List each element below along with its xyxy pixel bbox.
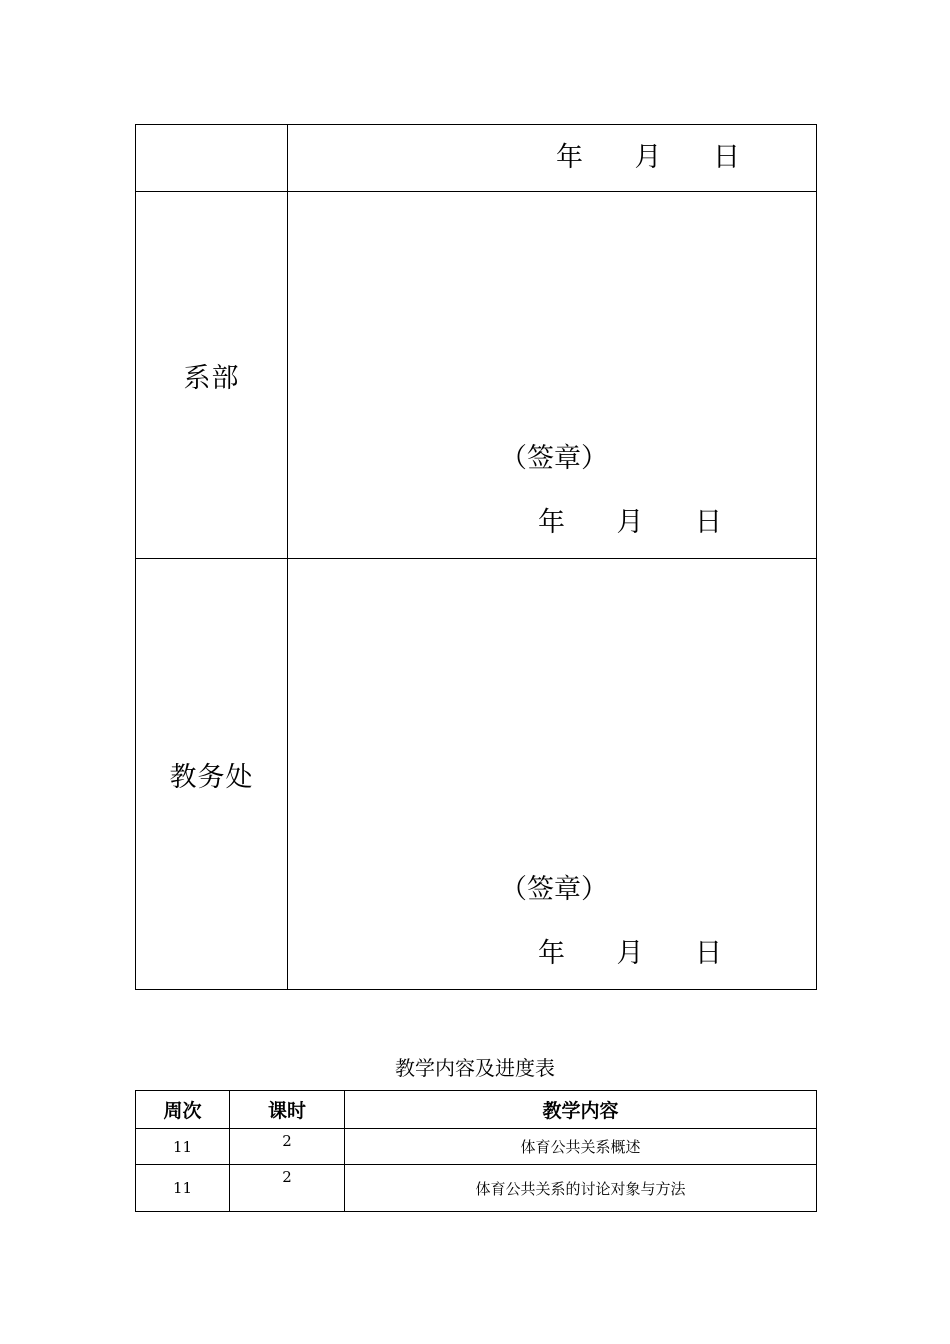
academic-affairs-label: 教务处 bbox=[136, 559, 288, 990]
department-body bbox=[288, 192, 817, 559]
header-hours: 课时 bbox=[230, 1091, 345, 1129]
table-row bbox=[136, 1165, 817, 1212]
approval-table bbox=[135, 124, 817, 990]
schedule-table bbox=[135, 1090, 817, 1212]
department-seal: （签章） bbox=[500, 443, 608, 474]
row-content: 体育公共关系的讨论对象与方法 bbox=[345, 1165, 817, 1212]
academic-affairs-seal: （签章） bbox=[500, 874, 608, 905]
approval-row-top bbox=[136, 125, 817, 192]
row-hours-cell bbox=[230, 1129, 345, 1165]
header-content: 教学内容 bbox=[345, 1091, 817, 1129]
schedule-header-row bbox=[136, 1091, 817, 1129]
row-hours: 2 bbox=[282, 1168, 292, 1186]
row-content: 体育公共关系概述 bbox=[345, 1129, 817, 1165]
top-row-date: 年 月 日 bbox=[556, 142, 740, 173]
approval-row-department bbox=[136, 192, 817, 559]
row-week: 11 bbox=[136, 1129, 230, 1165]
department-label: 系部 bbox=[136, 192, 288, 559]
row-hours: 2 bbox=[282, 1132, 292, 1150]
approval-row-academic-affairs bbox=[136, 559, 817, 990]
header-week: 周次 bbox=[136, 1091, 230, 1129]
row-week: 11 bbox=[136, 1165, 230, 1212]
top-row-label bbox=[136, 125, 288, 192]
top-row-body bbox=[288, 125, 817, 192]
schedule-title: 教学内容及进度表 bbox=[395, 1056, 555, 1080]
row-hours-cell bbox=[230, 1165, 345, 1212]
academic-affairs-body bbox=[288, 559, 817, 990]
table-row bbox=[136, 1129, 817, 1165]
academic-affairs-date: 年 月 日 bbox=[538, 938, 722, 969]
department-date: 年 月 日 bbox=[538, 507, 722, 538]
